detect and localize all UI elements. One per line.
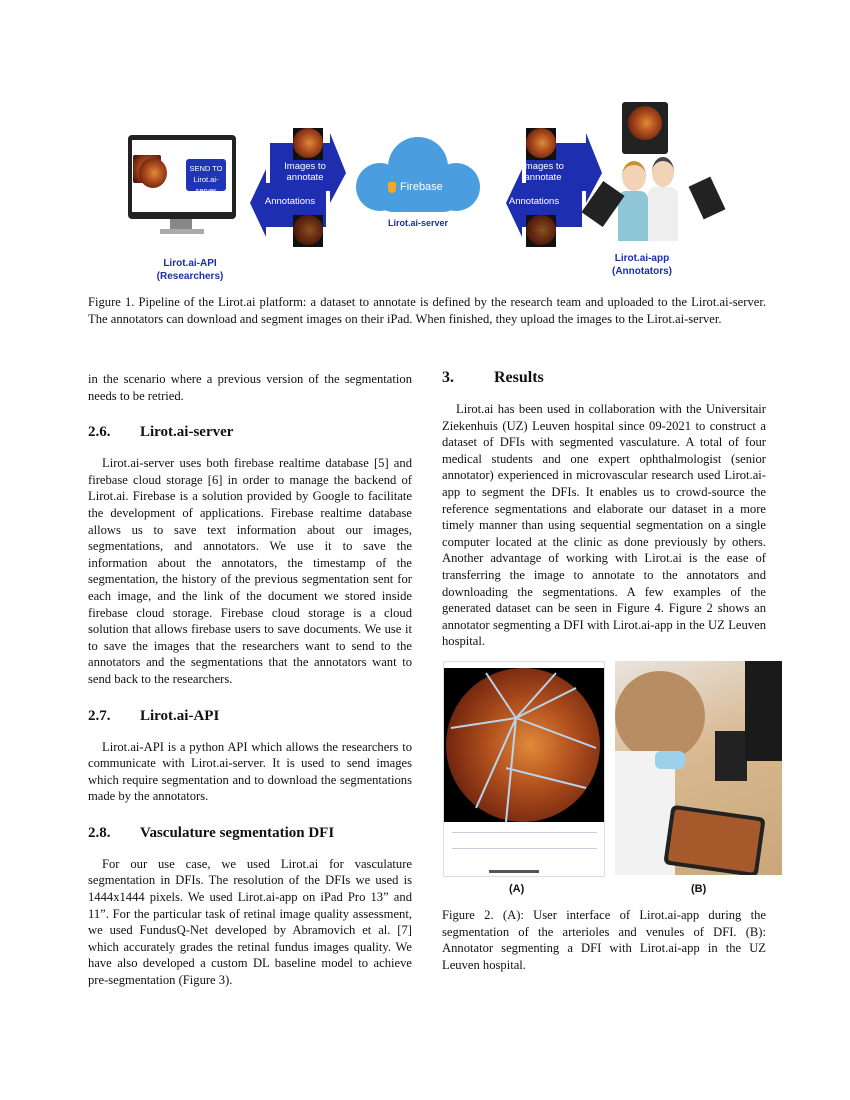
app-screenshot bbox=[443, 661, 605, 877]
paragraph: Lirot.ai has been used in collaboration with the Universitair Ziekenhuis (UZ) Leuven hospital since 09-2021 to construct a dataset of DFIs with segmented vasculature. A total of four medical students and one expert ophthalmologist (senior annotator) experienced in microvascular research used Lirot.ai-app to segment the DFIs. It enables us to crowd-source the reference segmentations and elaborate our dataset in a more timely manner than using sequential segmentation on a single computer located at the clinic as done previously by others. Another advantage of working with Lirot.ai is the ease of transferring the image to annotate to the annotators and downloading the segmentations. A few examples of the generated dataset can be seen in Figure 4. Figure 2 shows an annotator segmenting a DFI with Lirot.ai-app in the UZ Leuven hospital. bbox=[442, 402, 766, 649]
annotators-illustration bbox=[618, 157, 678, 241]
section-heading: 3. Results bbox=[442, 369, 544, 386]
figure-1-caption: Figure 1. Pipeline of the Lirot.ai platform: a dataset to annotate is defined by the research team and uploaded to the Lirot.ai-server. The annotators can download and segment images on their iPad. When finished, they upload the images to the Lirot.ai-server. bbox=[88, 295, 766, 326]
figure-1: SEND TO Lirot.ai-server Images to annotate Annotations Firebase Lirot.ai-server Images to annotate Annotations Lirot.ai-API (Researchers) Lirot.ai-app (Annotators) bbox=[120, 95, 740, 285]
firebase-logo bbox=[388, 182, 396, 193]
figure-2-caption: Figure 2. (A): User interface of Lirot.ai-app during the segmentation of the arterioles and venules of DFI. (B): Annotator segmenting a DFI with Lirot.ai-app in the UZ Leuven hospital. bbox=[442, 908, 766, 972]
monitor-icon: SEND TO Lirot.ai-server bbox=[128, 135, 236, 219]
figure-2: (A) (B) bbox=[443, 661, 783, 901]
section-heading: 2.8. Vasculature segmentation DFI bbox=[88, 824, 335, 841]
ipad-icon bbox=[622, 102, 668, 154]
paragraph: in the scenario where a previous version of the segmentation needs to be retried. bbox=[88, 372, 412, 403]
section-heading: 2.7. Lirot.ai-API bbox=[88, 707, 220, 724]
paragraph: Lirot.ai-API is a python API which allows the researchers to communicate with Lirot.ai-server. It is used to send images which require segmentation and to download the segmentations made by the annotators. bbox=[88, 739, 412, 804]
cloud-icon bbox=[348, 135, 488, 217]
section-heading: 2.6. Lirot.ai-server bbox=[88, 424, 234, 441]
right-column bbox=[442, 369, 766, 650]
left-column bbox=[88, 371, 412, 989]
paragraph: Lirot.ai-server uses both firebase realtime database [5] and firebase cloud storage [6] in order to manage the backend of Lirot.ai. Firebase is a solution provided by Google to facilitate the development of applications. Firebase realtime database allows us to save text information about our images, segmentations, and annotators. We use it to save the information about the annotators, the timestamp of the segmentation, the history of the previous segmentation sent for each image, and the link of the document we stored inside firebase cloud storage. Firebase cloud storage is a cloud solution that allows firebase users to save documents. We use it to save the images that the researchers want to send to the annotators and the segmentations that the annotators want to send back to the researchers. bbox=[88, 456, 412, 686]
annotator-photo bbox=[615, 661, 782, 875]
paragraph: For our use case, we used Lirot.ai for vasculature segmentation in DFIs. The resolution of the DFIs we used is 1444x1444 pixels. We used Lirot.ai-app on iPad Pro 13” and 11”. For the particular task of retinal image quality assessment, we used FundusQ-Net developed by Abramovich et al. [7] which accurately grades the retinal fundus images quality. We have also developed a custom DL baseline model to achieve pre-segmentation (Figure 3). bbox=[88, 856, 412, 988]
